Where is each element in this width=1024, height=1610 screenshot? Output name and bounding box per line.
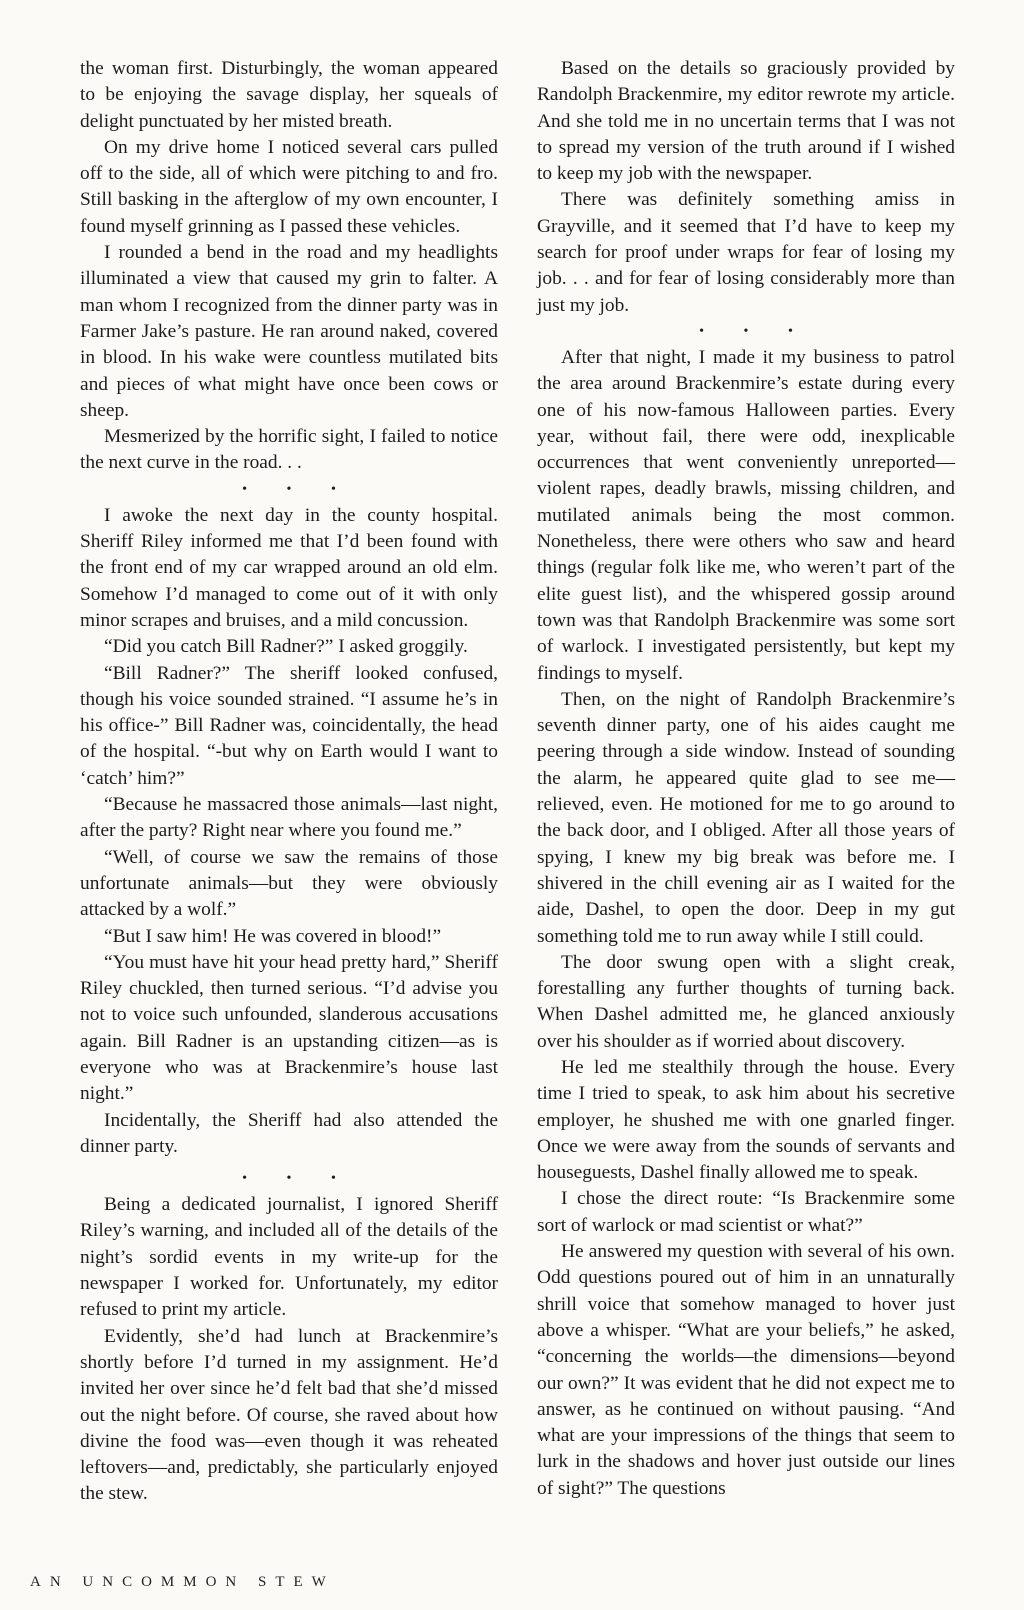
paragraph: He answered my question with several of his own. Odd questions poured out of him in an unnaturally shrill voice that somehow managed to hover just above a whisper. “What are your beliefs,” he asked, “concerning the worlds—the dimensions—beyond our own?” It was evident that he did not expect me to answer, as he continued on without pausing. “And what are your impressions of the things that seem to lurk in the shadows and hover just outside our lines of sight?” The questions [537,1241,955,1499]
paragraph: After that night, I made it my business to patrol the area around Brackenmire’s estate during every one of his now-famous Halloween parties. Every year, without fail, there were odd, inexplicable occurrences that went conveniently unreported—violent rapes, deadly brawls, missing children, and mutilated animals being the most common. Nonetheless, there were others who saw and heard things (regular folk like me, who weren’t part of the elite guest list), and the whispered gossip around town was that Randolph Brackenmire was some sort of warlock. I investigated persistently, but kept my findings to myself. [537,346,955,684]
paragraph: On my drive home I noticed several cars pulled off to the side, all of which were pitching to and fro. Still basking in the afterglow of my own encounter, I found myself grinning as I passed these vehicles. [80,136,498,237]
paragraph: Then, on the night of Randolph Brackenmire’s seventh dinner party, one of his aides caught me peering through a side window. Instead of sounding the alarm, he appeared quite glad to see me—relieved, even. He motioned for me to go around to the back door, and I obliged. After all those years of spying, I knew my big break was before me. I shivered in the chill evening air as I waited for the aide, Dashel, to open the door. Deep in my gut something told me to run away while I still could. [537,688,955,947]
paragraph: “You must have hit your head pretty hard,” Sheriff Riley chuckled, then turned serious. “I’d advise you not to voice such unfounded, slanderous accusations again. Bill Radner is an upstanding citizen—as is everyone who was at Brackenmire’s house last night.” [80,951,498,1105]
paragraph: the woman first. Disturbingly, the woman appeared to be enjoying the savage display, her squeals of delight punctuated by her misted breath. [80,58,498,132]
paragraph: I awoke the next day in the county hospital. Sheriff Riley informed me that I’d been found with the front end of my car wrapped around an old elm. Somehow I’d managed to come out of it with only minor scrapes and bruises, and a mild concussion. [80,504,498,631]
paragraph: “But I saw him! He was covered in blood!” [104,925,442,947]
running-footer: AN UNCOMMON STEW [30,1574,335,1590]
paragraph: Mesmerized by the horrific sight, I failed to notice the next curve in the road. . . [80,426,498,474]
left-column [80,56,498,1508]
paragraph: Incidentally, the Sheriff had also attended the dinner party. [80,1109,498,1157]
paragraph: I chose the direct route: “Is Brackenmire some sort of warlock or mad scientist or what?” [537,1188,955,1236]
paragraph: There was definitely something amiss in Grayville, and it seemed that I’d have to keep my search for proof under wraps for fear of losing my job. . . and for fear of losing considerably more than just my job. [537,189,955,316]
paragraph: I rounded a bend in the road and my headlights illuminated a view that caused my grin to falter. A man whom I recognized from the dinner party was in Farmer Jake’s pasture. He ran around naked, covered in blood. In his wake were countless mutilated bits and pieces of what might have once been cows or sheep. [80,242,498,421]
right-column [537,56,955,1502]
paragraph: “Did you catch Bill Radner?” I asked groggily. [104,636,468,658]
paragraph: “Bill Radner?” The sheriff looked confused, though his voice sounded strained. “I assume he’s in his office-” Bill Radner was, coincidentally, the head of the hospital. “-but why on Earth would I want to ‘catch’ him?” [80,662,498,789]
paragraph: Based on the details so graciously provided by Randolph Brackenmire, my editor rewrote my article. And she told me in no uncertain terms that I was not to spread my version of the truth around if I wished to keep my job with the newspaper. [537,58,955,185]
section-separator: • • • [242,1171,354,1187]
paragraph: “Well, of course we saw the remains of those unfortunate animals—but they were obviously attacked by a wolf.” [80,846,498,921]
paragraph: “Because he massacred those animals—last night, after the party? Right near where you found me.” [80,794,498,842]
paragraph: The door swung open with a slight creak, forestalling any further thoughts of turning back. When Dashel admitted me, he glanced anxiously over his shoulder as if worried about discovery. [537,951,955,1052]
section-separator: • • • [242,481,354,497]
paragraph: Being a dedicated journalist, I ignored Sheriff Riley’s warning, and included all of the details of the night’s sordid events in my write-up for the newspaper I worked for. Unfortunately, my editor refused to print my article. [80,1194,498,1321]
paragraph: He led me stealthily through the house. Every time I tried to speak, to ask him about his secretive employer, he shushed me with one gnarled finger. Once we were away from the sounds of servants and houseguests, Dashel finally allowed me to speak. [537,1056,955,1184]
section-separator: • • • [699,323,811,339]
paragraph: Evidently, she’d had lunch at Brackenmire’s shortly before I’d turned in my assignment. He’d invited her over since he’d felt bad that she’d missed out the night before. Of course, she raved about how divine the food was—even though it was reheated leftovers—and, predictably, she particularly enjoyed the stew. [80,1325,498,1505]
